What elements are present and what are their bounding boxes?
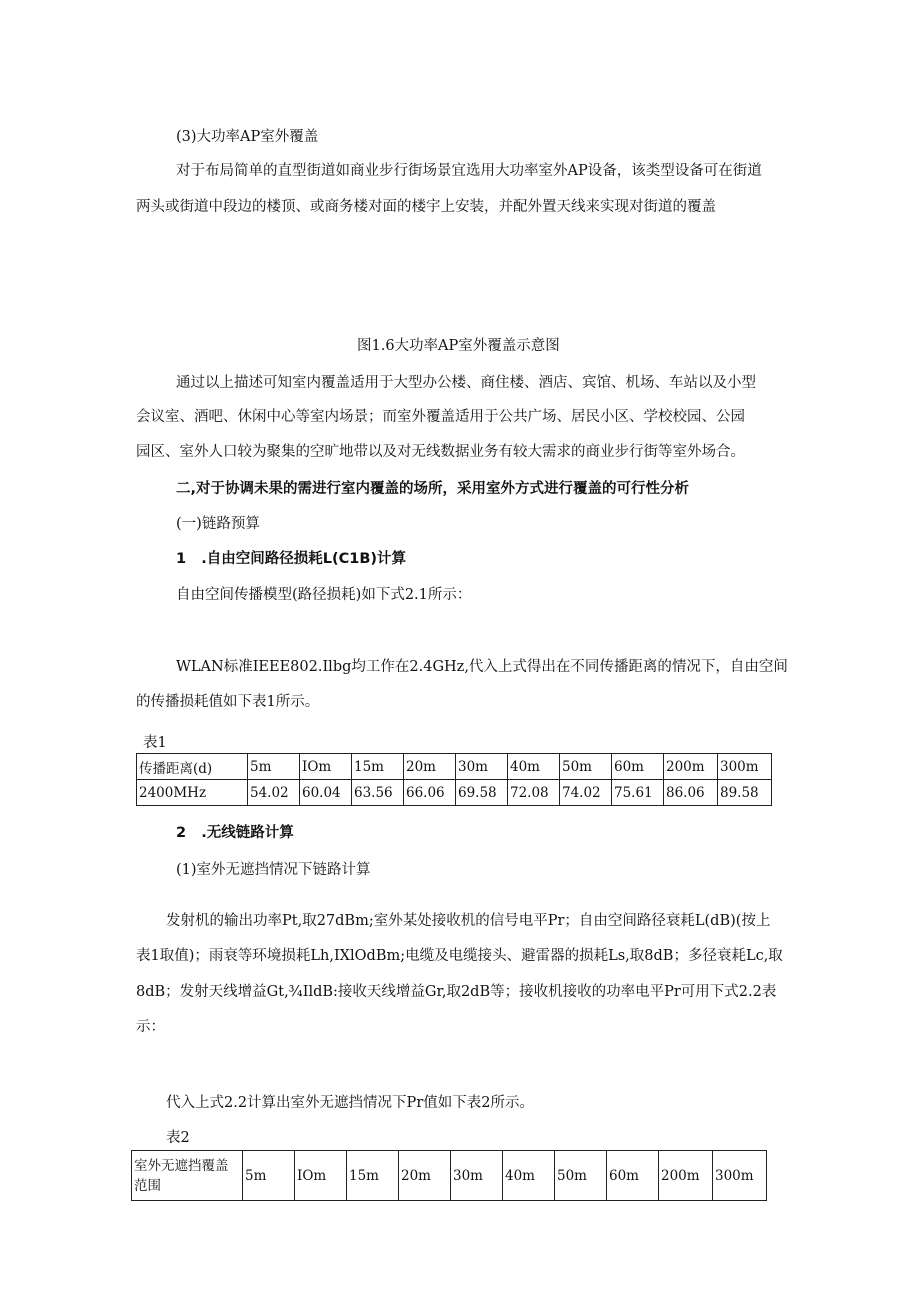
table-cell: 2400MHz — [137, 780, 248, 806]
table-cell: 200m — [664, 754, 718, 780]
table-2-caption: 表2 — [166, 1130, 190, 1146]
table-cell: 30m — [451, 1151, 503, 1201]
table-cell: IOm — [295, 1151, 347, 1201]
table-2 — [131, 1150, 767, 1201]
table-cell: 20m — [404, 754, 456, 780]
table-cell: 30m — [456, 754, 508, 780]
paragraph-line: 自由空间传播模型(路径损耗)如下式2.1所示： — [176, 587, 472, 603]
table-cell: 200m — [659, 1151, 713, 1201]
table-1-caption: 表1 — [143, 735, 167, 751]
table-cell: 60m — [612, 754, 664, 780]
paragraph-line: 两头或街道中段边的楼顶、或商务楼对面的楼宇上安装，并配外置天线来实现对街道的覆盖 — [136, 199, 716, 215]
part-2-heading: 二,对于协调未果的需进行室内覆盖的场所，采用室外方式进行覆盖的可行性分析 — [176, 481, 690, 497]
paragraph-line: 表1取值)；雨衰等环境损耗Lh,IXlOdBm;电缆及电缆接头、避雷器的损耗Ls,取8dB；多径衰耗Lc,取 — [136, 948, 783, 964]
table-cell: 63.56 — [352, 780, 404, 806]
table-cell: 89.58 — [718, 780, 772, 806]
table-cell: 15m — [347, 1151, 399, 1201]
paragraph-line: 通过以上描述可知室内覆盖适用于大型办公楼、商住楼、酒店、宾馆、机场、车站以及小型 — [176, 375, 756, 391]
paragraph-line: 8dB；发射天线增益Gt,¾IldB:接收天线增益Gr,取2dB等；接收机接收的功率电平Pr可用下式2.2表 — [136, 984, 777, 1000]
table-cell: 66.06 — [404, 780, 456, 806]
table-cell: 5m — [243, 1151, 295, 1201]
table-cell: 传播距离(d) — [137, 754, 248, 780]
paragraph-line: 代入上式2.2计算出室外无遮挡情况下Pr值如下表2所示。 — [166, 1095, 534, 1111]
section-3-heading: (3)大功率AP室外覆盖 — [176, 129, 319, 145]
table-cell: 40m — [508, 754, 560, 780]
table-cell: 74.02 — [560, 780, 612, 806]
paragraph-line: 对于布局简单的直型街道如商业步行街场景宜选用大功率室外AP设备，该类型设备可在街道 — [176, 163, 762, 179]
table-cell: 54.02 — [248, 780, 300, 806]
subsection-heading: (一)链路预算 — [176, 516, 260, 532]
table-cell: IOm — [300, 754, 352, 780]
paragraph-line: 示： — [136, 1019, 165, 1035]
figure-caption: 图1.6大功率AP室外覆盖示意图 — [357, 338, 560, 354]
paragraph-line: 园区、室外人口较为聚集的空旷地带以及对无线数据业务有较大需求的商业步行街等室外场合。 — [136, 444, 745, 460]
table-row — [137, 780, 772, 806]
table-cell: 40m — [503, 1151, 555, 1201]
paragraph-line: WLAN标准IEEE802.Ilbg均工作在2.4GHz,代入上式得出在不同传播距离的情况下，自由空间 — [176, 659, 788, 675]
table-row — [132, 1151, 767, 1201]
paragraph-line: 的传播损耗值如下表1所示。 — [136, 694, 320, 710]
table-cell: 50m — [555, 1151, 607, 1201]
item-2-heading: 2 .无线链路计算 — [176, 825, 294, 841]
table-cell: 5m — [248, 754, 300, 780]
table-cell: 300m — [718, 754, 772, 780]
table-row — [137, 754, 772, 780]
item-1-heading: 1 .自由空间路径损耗L(C1B)计算 — [176, 551, 407, 567]
table-cell: 72.08 — [508, 780, 560, 806]
table-cell: 86.06 — [664, 780, 718, 806]
table-cell: 室外无遮挡覆盖范围 — [132, 1151, 243, 1201]
table-cell: 60m — [607, 1151, 659, 1201]
table-cell: 69.58 — [456, 780, 508, 806]
item-2-subheading: (1)室外无遮挡情况下链路计算 — [176, 862, 371, 878]
paragraph-line: 发射机的输出功率Pt,取27dBm;室外某处接收机的信号电平Pr；自由空间路径衰耗L(dB)(按上 — [166, 913, 771, 929]
table-cell: 300m — [713, 1151, 767, 1201]
table-cell: 75.61 — [612, 780, 664, 806]
table-cell: 60.04 — [300, 780, 352, 806]
table-1 — [136, 753, 772, 806]
table-cell: 20m — [399, 1151, 451, 1201]
paragraph-line: 会议室、酒吧、休闲中心等室内场景；而室外覆盖适用于公共广场、居民小区、学校校园、公园 — [136, 409, 745, 425]
table-cell: 50m — [560, 754, 612, 780]
table-cell: 15m — [352, 754, 404, 780]
